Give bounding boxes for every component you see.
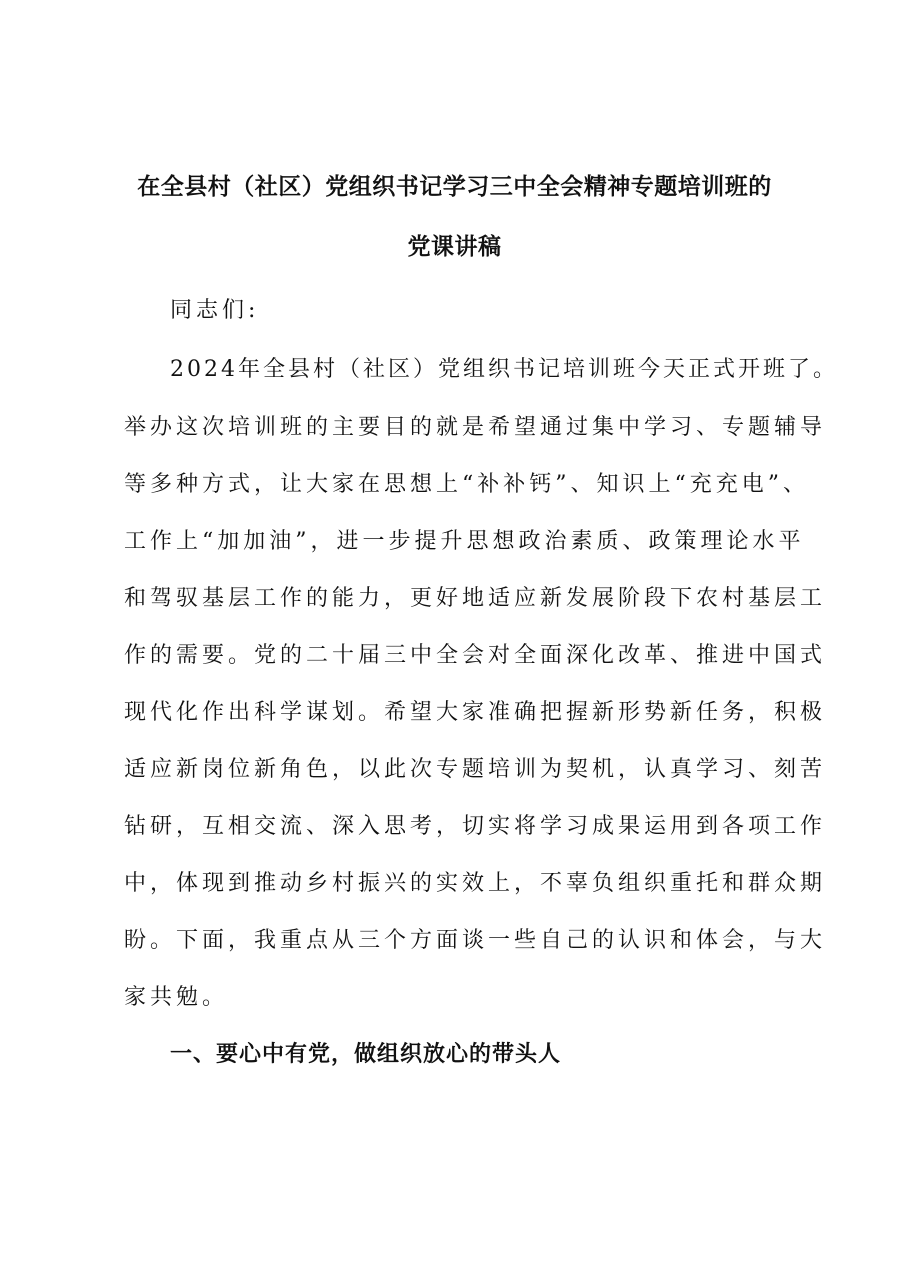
paragraph-line: 作的需要。党的二十届三中全会对全面深化改革、推进中国式 [124, 643, 827, 668]
paragraph-line: 钻研，互相交流、深入思考，切实将学习成果运用到各项工作 [124, 814, 827, 839]
document-title-line-1: 在全县村（社区）党组织书记学习三中全会精神专题培训班的 [137, 174, 772, 200]
document-title-line-2: 党课讲稿 [407, 234, 502, 260]
paragraph-line: 中，体现到推动乡村振兴的实效上，不辜负组织重托和群众期 [124, 871, 827, 896]
paragraph-line: 家共勉。 [124, 985, 229, 1010]
paragraph-line: 现代化作出科学谋划。希望大家准确把握新形势新任务，积极 [124, 700, 827, 725]
paragraph-line: 适应新岗位新角色，以此次专题培训为契机，认真学习、刻苦 [124, 757, 827, 782]
paragraph-line: 工作上“加加油”，进一步提升思想政治素质、政策理论水平 [124, 529, 805, 554]
salutation: 同志们: [170, 298, 260, 323]
paragraph-line: 盼。下面，我重点从三个方面谈一些自己的认识和体会，与大 [124, 928, 827, 953]
section-heading: 一、要心中有党，做组织放心的带头人 [170, 1042, 562, 1067]
paragraph-line: 和驾驭基层工作的能力，更好地适应新发展阶段下农村基层工 [124, 586, 827, 611]
paragraph-line: 举办这次培训班的主要目的就是希望通过集中学习、专题辅导 [124, 415, 827, 440]
paragraph-line: 等多种方式，让大家在思想上“补补钙”、知识上“充充电”、 [124, 472, 809, 497]
paragraph-line: 2024年全县村（社区）党组织书记培训班今天正式开班了。 [170, 357, 838, 382]
